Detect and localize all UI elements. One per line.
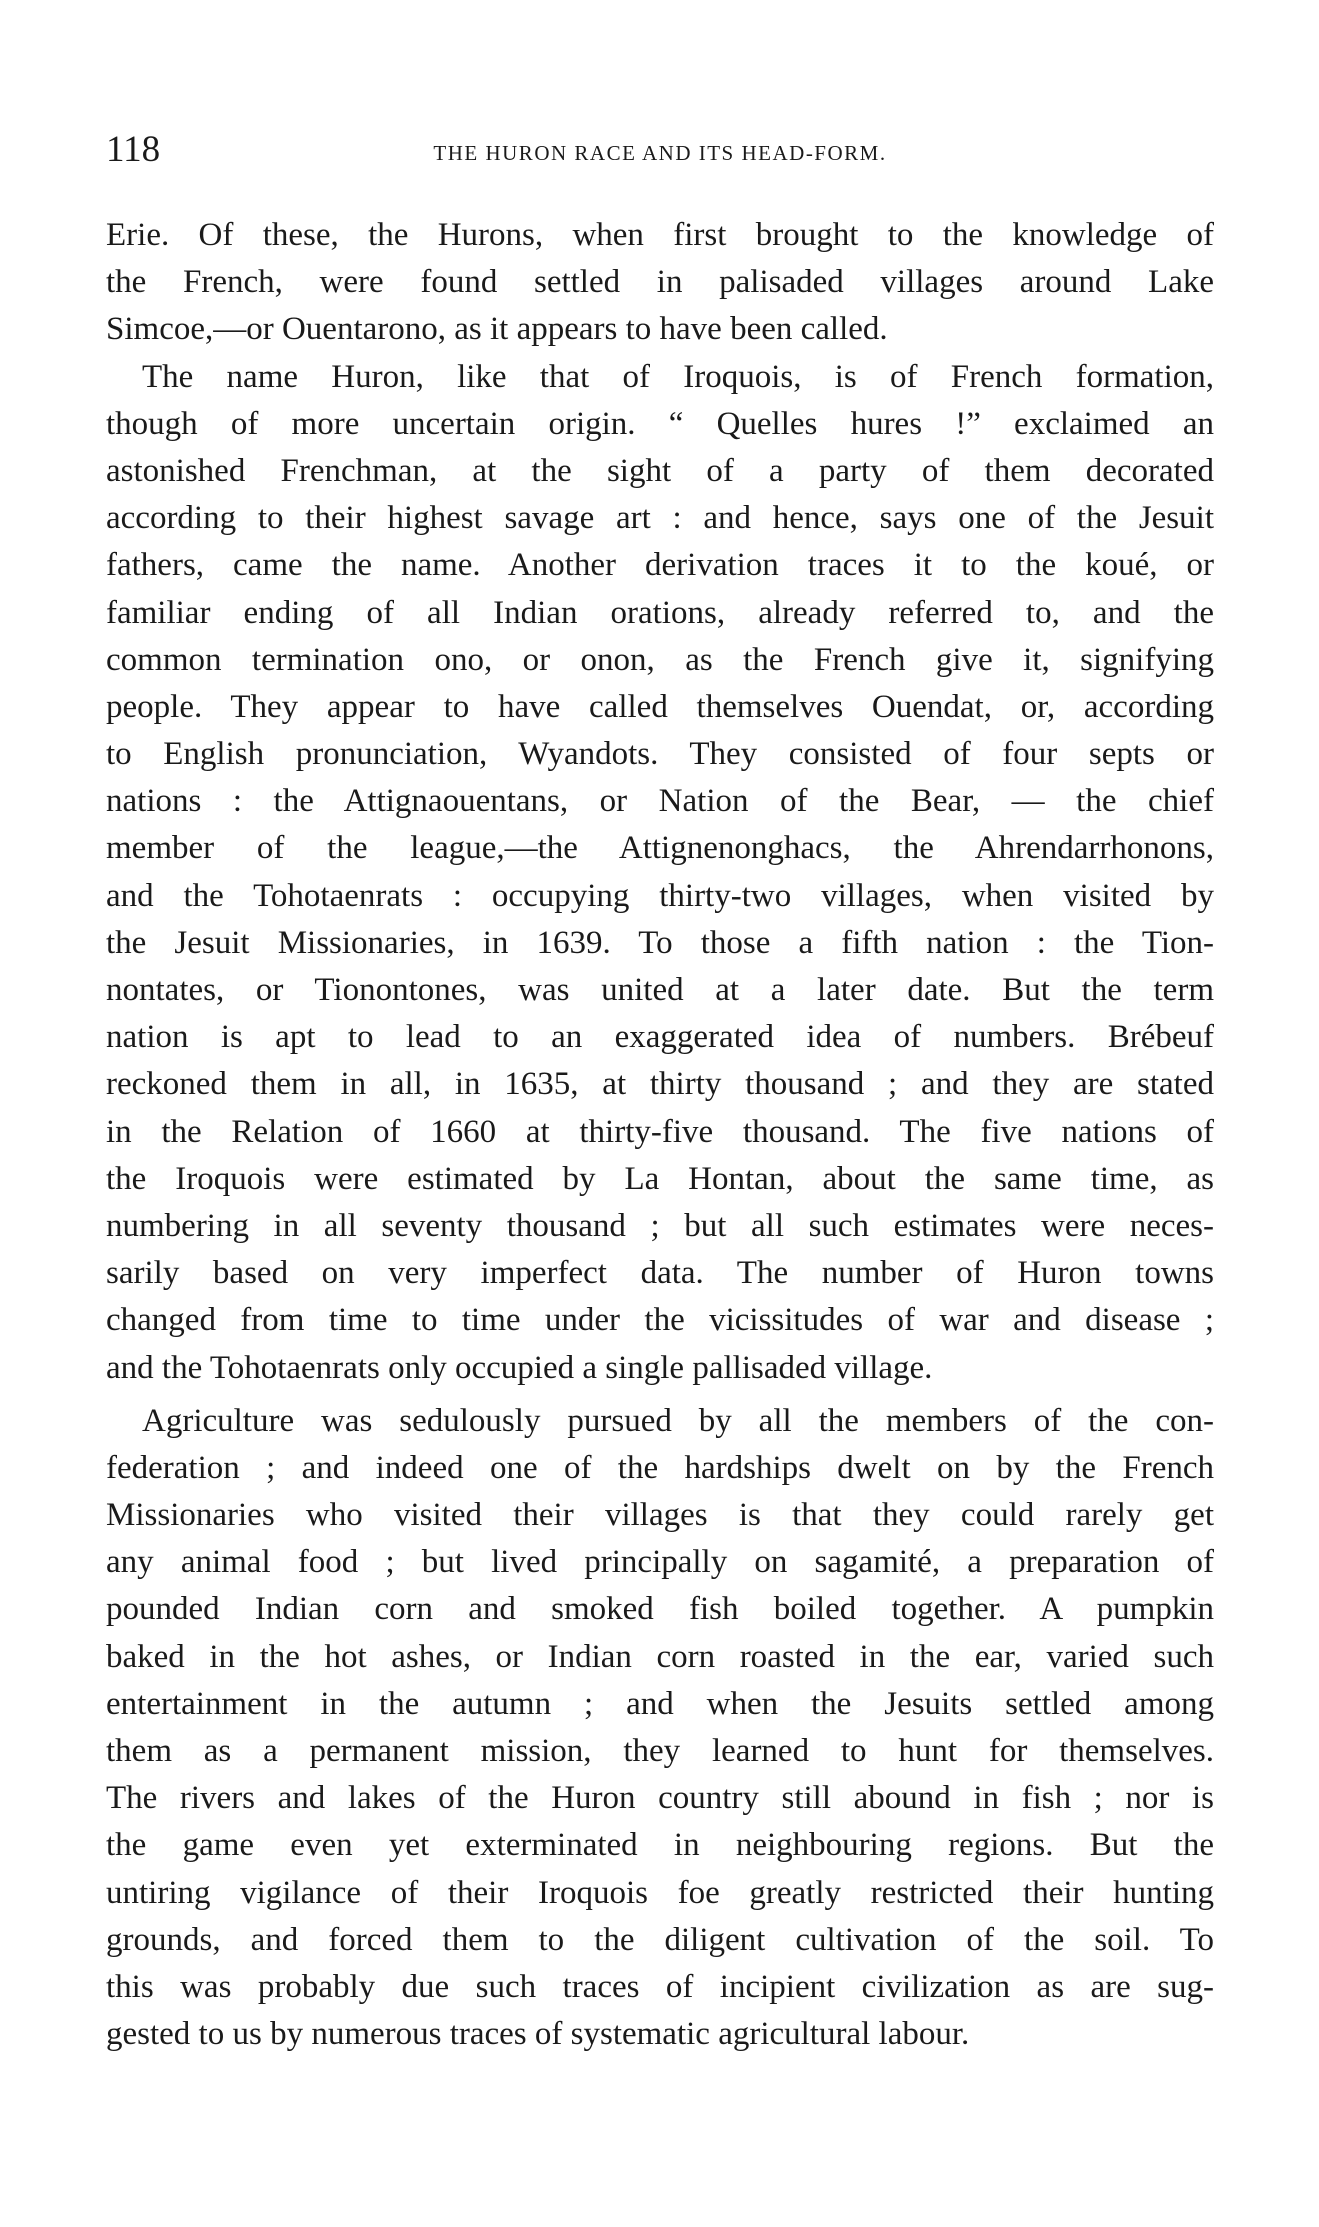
text-line: them as a permanent mission, they learned to hunt for themselves. <box>106 1733 1214 1769</box>
text-line: the Iroquois were estimated by La Hontan, about the same time, as <box>106 1160 1214 1197</box>
text-line: Erie. Of these, the Hurons, when first brought to the knowledge of <box>106 217 1214 253</box>
text-line: and the Tohotaenrats only occupied a single pallisaded village. <box>106 1349 933 1386</box>
running-head <box>106 130 1214 182</box>
text-line: baked in the hot ashes, or Indian corn roasted in the ear, varied such <box>106 1638 1214 1675</box>
text-line: numbering in all seventy thousand ; but all such estimates were neces- <box>106 1207 1214 1244</box>
text-line: sarily based on very imperfect data. The number of Huron towns <box>106 1255 1214 1292</box>
text-line: common termination ono, or onon, as the French give it, signifying <box>106 641 1214 678</box>
text-line: Agriculture was sedulously pursued by all the members of the con- <box>142 1402 1214 1439</box>
text-line: people. They appear to have called themselves Ouendat, or, according <box>106 688 1214 725</box>
text-line: member of the league,—the Attignenonghacs, the Ahrendarrhonons, <box>106 830 1214 867</box>
text-line: fathers, came the name. Another derivation traces it to the koué, or <box>106 547 1214 584</box>
page-number: 118 <box>106 129 161 170</box>
paragraph-3 <box>106 1398 1214 2059</box>
paragraph-1 <box>106 212 1214 354</box>
text-line: to English pronunciation, Wyandots. They consisted of four septs or <box>106 736 1214 773</box>
text-line: and the Tohotaenrats : occupying thirty-two villages, when visited by <box>106 877 1214 914</box>
text-line: entertainment in the autumn ; and when the Jesuits settled among <box>106 1685 1214 1722</box>
text-line: the Jesuit Missionaries, in 1639. To those a fifth nation : the Tion- <box>106 924 1214 961</box>
text-line: The rivers and lakes of the Huron country still abound in fish ; nor is <box>106 1780 1214 1817</box>
text-line: though of more uncertain origin. “ Quelles hures !” exclaimed an <box>106 405 1214 442</box>
text-line: this was probably due such traces of incipient civilization as are sug- <box>106 1968 1214 2005</box>
text-line: reckoned them in all, in 1635, at thirty thousand ; and they are stated <box>106 1066 1214 1103</box>
text-line: The name Huron, like that of Iroquois, is of French formation, <box>142 358 1214 395</box>
text-line: federation ; and indeed one of the hardships dwelt on by the French <box>106 1449 1214 1486</box>
text-line: the game even yet exterminated in neighbouring regions. But the <box>106 1827 1214 1864</box>
text-line: Simcoe,—or Ouentarono, as it appears to have been called. <box>106 311 888 348</box>
text-line: in the Relation of 1660 at thirty-five thousand. The five nations of <box>106 1113 1214 1150</box>
body-text <box>106 212 1214 2058</box>
text-line: familiar ending of all Indian orations, already referred to, and the <box>106 594 1214 631</box>
text-line: grounds, and forced them to the diligent cultivation of the soil. To <box>106 1921 1214 1958</box>
text-line: astonished Frenchman, at the sight of a party of them decorated <box>106 452 1214 489</box>
text-line: nations : the Attignaouentans, or Nation of the Bear, — the chief <box>106 783 1214 820</box>
text-line: pounded Indian corn and smoked fish boiled together. A pumpkin <box>106 1591 1214 1628</box>
running-title: THE HURON RACE AND ITS HEAD-FORM. <box>433 141 887 165</box>
paragraph-2 <box>106 354 1214 1392</box>
text-line: Missionaries who visited their villages is that they could rarely get <box>106 1497 1214 1534</box>
text-line: untiring vigilance of their Iroquois foe greatly restricted their hunting <box>106 1874 1214 1911</box>
text-line: nation is apt to lead to an exaggerated idea of numbers. Brébeuf <box>106 1019 1214 1056</box>
text-line: the French, were found settled in palisaded villages around Lake <box>106 264 1214 301</box>
text-line: any animal food ; but lived principally on sagamité, a preparation of <box>106 1544 1214 1581</box>
text-line: changed from time to time under the vicissitudes of war and disease ; <box>106 1302 1214 1339</box>
text-line: according to their highest savage art : and hence, says one of the Jesuit <box>106 500 1214 537</box>
text-line: nontates, or Tionontones, was united at a later date. But the term <box>106 972 1214 1008</box>
book-page <box>106 130 1214 2058</box>
text-line: gested to us by numerous traces of systematic agricultural labour. <box>106 2016 970 2053</box>
